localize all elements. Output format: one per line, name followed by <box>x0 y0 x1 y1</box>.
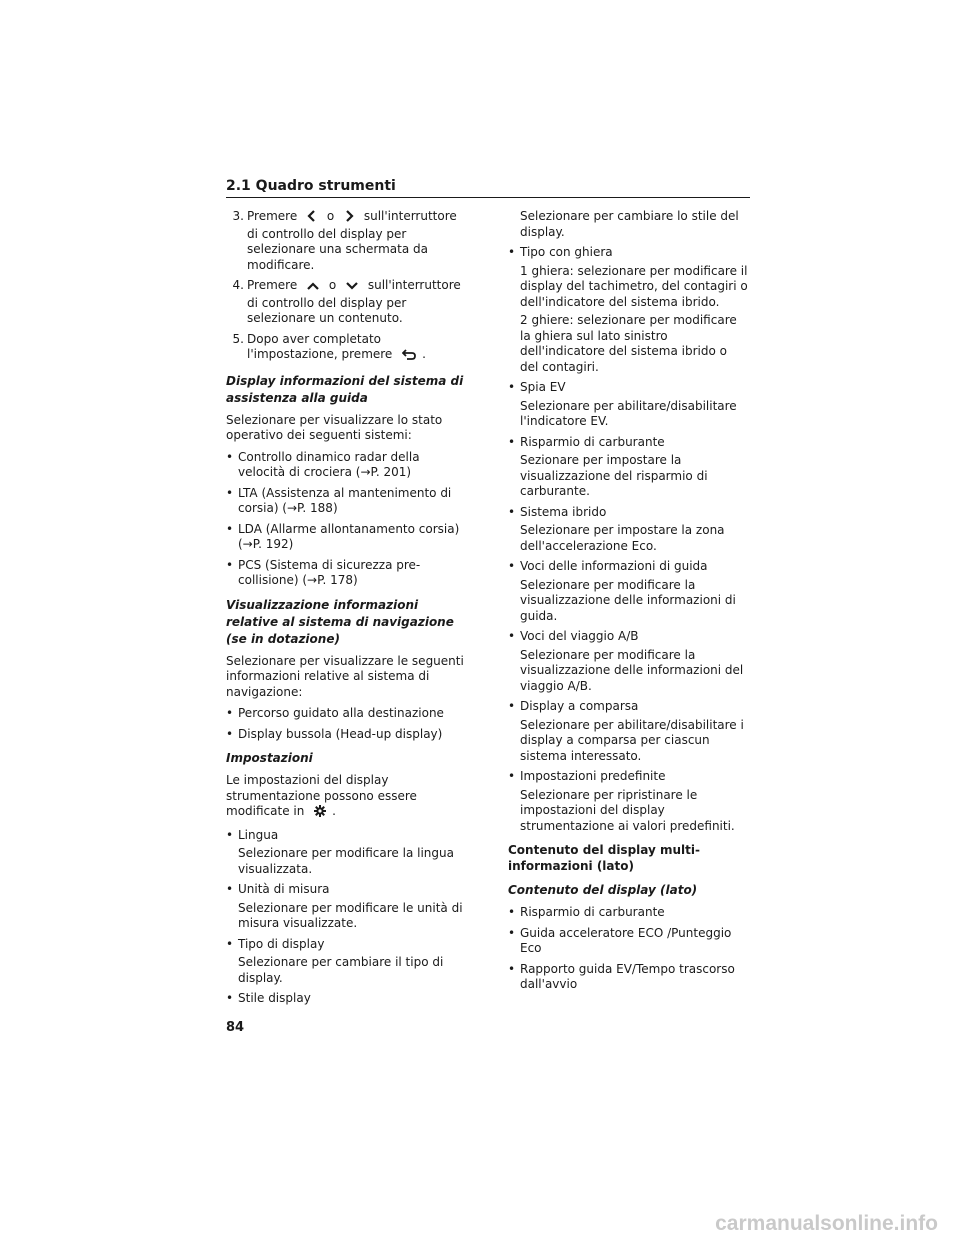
list-item <box>508 905 748 921</box>
bullet-icon: • <box>508 559 516 573</box>
list-item-text: Sistema ibrido <box>520 504 607 519</box>
heading-side-content: Contenuto del display (lato) <box>508 883 698 897</box>
bullet-icon: • <box>508 245 516 259</box>
nav-list <box>226 706 466 742</box>
list-item-description: Selezionare per modificare la visualizzazione delle informazioni di guida. <box>520 577 736 623</box>
bullet-icon: • <box>508 905 516 919</box>
settings-text: . <box>332 804 336 818</box>
list-item-text: Tipo di display <box>238 936 325 951</box>
continued-description: Selezionare per cambiare lo stile del display. <box>520 209 739 239</box>
heading-nav: Visualizzazione informazioni relative al sistema di navigazione (se in dotazione) <box>226 597 454 646</box>
list-item-text: Risparmio di carburante <box>520 434 665 449</box>
bullet-icon: • <box>508 380 516 394</box>
bullet-icon: • <box>226 827 234 842</box>
step-number: 3. <box>232 209 244 223</box>
watermark: carmanualsonline.info <box>715 1212 938 1235</box>
bullet-icon: • <box>226 936 234 951</box>
list-item <box>226 937 466 953</box>
bullet-icon: • <box>508 629 516 643</box>
paragraph-assist: Selezionare per visualizzare lo stato operativo dei seguenti sistemi: <box>226 412 443 442</box>
back-arrow-icon <box>402 349 416 365</box>
list-item-description: 2 ghiere: selezionare per modificare la ghiera sul lato sinistro dell'indicatore del sistema ibrido o del contagiri. <box>520 313 737 374</box>
list-item <box>508 245 748 261</box>
heading-assist: Display informazioni del sistema di assistenza alla guida <box>226 373 464 405</box>
paragraph-settings <box>226 773 466 822</box>
list-item-text: Lingua <box>238 827 279 842</box>
step-text: sull'interruttore di controllo del display per selezionare una schermata da modificare. <box>247 209 457 272</box>
step-text: o <box>326 209 335 223</box>
list-item <box>226 882 466 898</box>
right-list <box>508 245 748 834</box>
list-item <box>226 991 466 1007</box>
heading-multi-info: Contenuto del display multi-informazioni (lato) <box>508 843 700 873</box>
step-text: Premere <box>247 278 298 292</box>
list-item-text: Risparmio di carburante <box>520 905 665 919</box>
assist-list <box>226 450 466 589</box>
list-item-text: Tipo con ghiera <box>520 245 613 259</box>
list-item-description: Selezionare per ripristinare le impostazioni del display strumentazione ai valori predefiniti. <box>520 787 735 833</box>
list-item-text: Spia EV <box>520 380 566 394</box>
bullet-icon: • <box>508 769 516 783</box>
step-text: Dopo aver completato l'impostazione, premere <box>247 331 393 361</box>
list-item <box>226 706 466 722</box>
bullet-icon: • <box>508 699 516 713</box>
step-5 <box>226 332 466 365</box>
step-text: sull'interruttore di controllo del display per selezionare un contenuto. <box>247 278 461 325</box>
bullet-icon: • <box>226 882 234 896</box>
list-item-description: Selezionare per cambiare il tipo di display. <box>238 955 444 985</box>
list-item-description: Selezionare per modificare le unità di misura visualizzate. <box>238 900 463 930</box>
step-text: Premere <box>247 209 298 223</box>
list-item <box>508 926 748 957</box>
list-item-description: Selezionare per modificare la lingua visualizzata. <box>238 846 454 876</box>
settings-list <box>226 828 466 1007</box>
list-item <box>226 450 466 481</box>
list-item-text: Impostazioni predefinite <box>520 769 666 783</box>
right-column <box>508 209 748 998</box>
list-item <box>508 962 748 993</box>
list-item <box>508 769 748 785</box>
list-item-description: Selezionare per abilitare/disabilitare l'indicatore EV. <box>520 398 737 428</box>
heading-settings: Impostazioni <box>226 751 313 765</box>
step-number: 4. <box>232 278 244 292</box>
list-item-text: Stile display <box>238 991 311 1005</box>
side-list <box>508 905 748 993</box>
step-3 <box>226 209 466 273</box>
list-item <box>226 828 466 844</box>
bullet-icon: • <box>226 449 234 464</box>
chevron-right-icon <box>344 210 354 227</box>
list-item-text: LTA (Assistenza al mantenimento di corsia) (→P. 188) <box>238 485 452 515</box>
list-item-text: Display bussola (Head-up display) <box>238 726 443 741</box>
bullet-icon: • <box>508 925 516 940</box>
step-text: . <box>422 347 426 361</box>
step-4 <box>226 278 466 327</box>
chevron-up-icon <box>307 280 319 296</box>
chevron-down-icon <box>346 280 358 296</box>
list-item <box>226 522 466 553</box>
page-number: 84 <box>226 1020 245 1035</box>
left-column <box>226 209 466 1012</box>
list-item <box>508 629 748 645</box>
list-item-text: Voci delle informazioni di guida <box>520 559 708 573</box>
list-item <box>508 559 748 575</box>
bullet-icon: • <box>226 521 234 536</box>
list-item <box>226 727 466 743</box>
list-item-description: Selezionare per impostare la zona dell'accelerazione Eco. <box>520 523 725 553</box>
list-item-description: 1 ghiera: selezionare per modificare il display del tachimetro, del contagiri o dell'indicatore del sistema ibrido. <box>520 263 748 309</box>
bullet-icon: • <box>508 434 516 449</box>
list-item-text: LDA (Allarme allontanamento corsia) (→P. 192) <box>238 521 460 551</box>
list-item-text: Voci del viaggio A/B <box>520 629 639 643</box>
list-item-text: Unità di misura <box>238 882 330 896</box>
list-item-description: Selezionare per modificare la visualizzazione delle informazioni del viaggio A/B. <box>520 647 744 693</box>
list-item <box>508 380 748 396</box>
section-header: 2.1 Quadro strumenti <box>226 178 750 198</box>
paragraph-nav: Selezionare per visualizzare le seguenti informazioni relative al sistema di navigazione: <box>226 653 464 699</box>
list-item-description: Selezionare per abilitare/disabilitare i display a comparsa per ciascun sistema interessato. <box>520 717 744 763</box>
list-item <box>508 435 748 451</box>
list-item-text: Percorso guidato alla destinazione <box>238 706 444 720</box>
gear-icon <box>314 805 326 822</box>
bullet-icon: • <box>226 991 234 1005</box>
step-text: o <box>328 278 337 292</box>
list-item-text: PCS (Sistema di sicurezza pre-collisione) (→P. 178) <box>238 557 421 587</box>
step-number: 5. <box>232 331 244 346</box>
bullet-icon: • <box>226 557 234 572</box>
list-item <box>508 505 748 521</box>
list-item-text: Controllo dinamico radar della velocità di crociera (→P. 201) <box>238 449 420 479</box>
bullet-icon: • <box>508 504 516 519</box>
list-item <box>226 558 466 589</box>
list-item <box>226 486 466 517</box>
list-item-description: Sezionare per impostare la visualizzazione del risparmio di carburante. <box>520 453 708 498</box>
list-item-text: Guida acceleratore ECO /Punteggio Eco <box>520 925 732 955</box>
bullet-icon: • <box>226 706 234 720</box>
bullet-icon: • <box>508 961 516 976</box>
bullet-icon: • <box>226 726 234 741</box>
settings-text: Le impostazioni del display strumentazione possono essere modificate in <box>226 773 417 818</box>
list-item-text: Rapporto guida EV/Tempo trascorso dall'avvio <box>520 961 735 991</box>
chevron-left-icon <box>307 210 317 227</box>
list-item-text: Display a comparsa <box>520 699 639 713</box>
bullet-icon: • <box>226 485 234 500</box>
list-item <box>508 699 748 715</box>
